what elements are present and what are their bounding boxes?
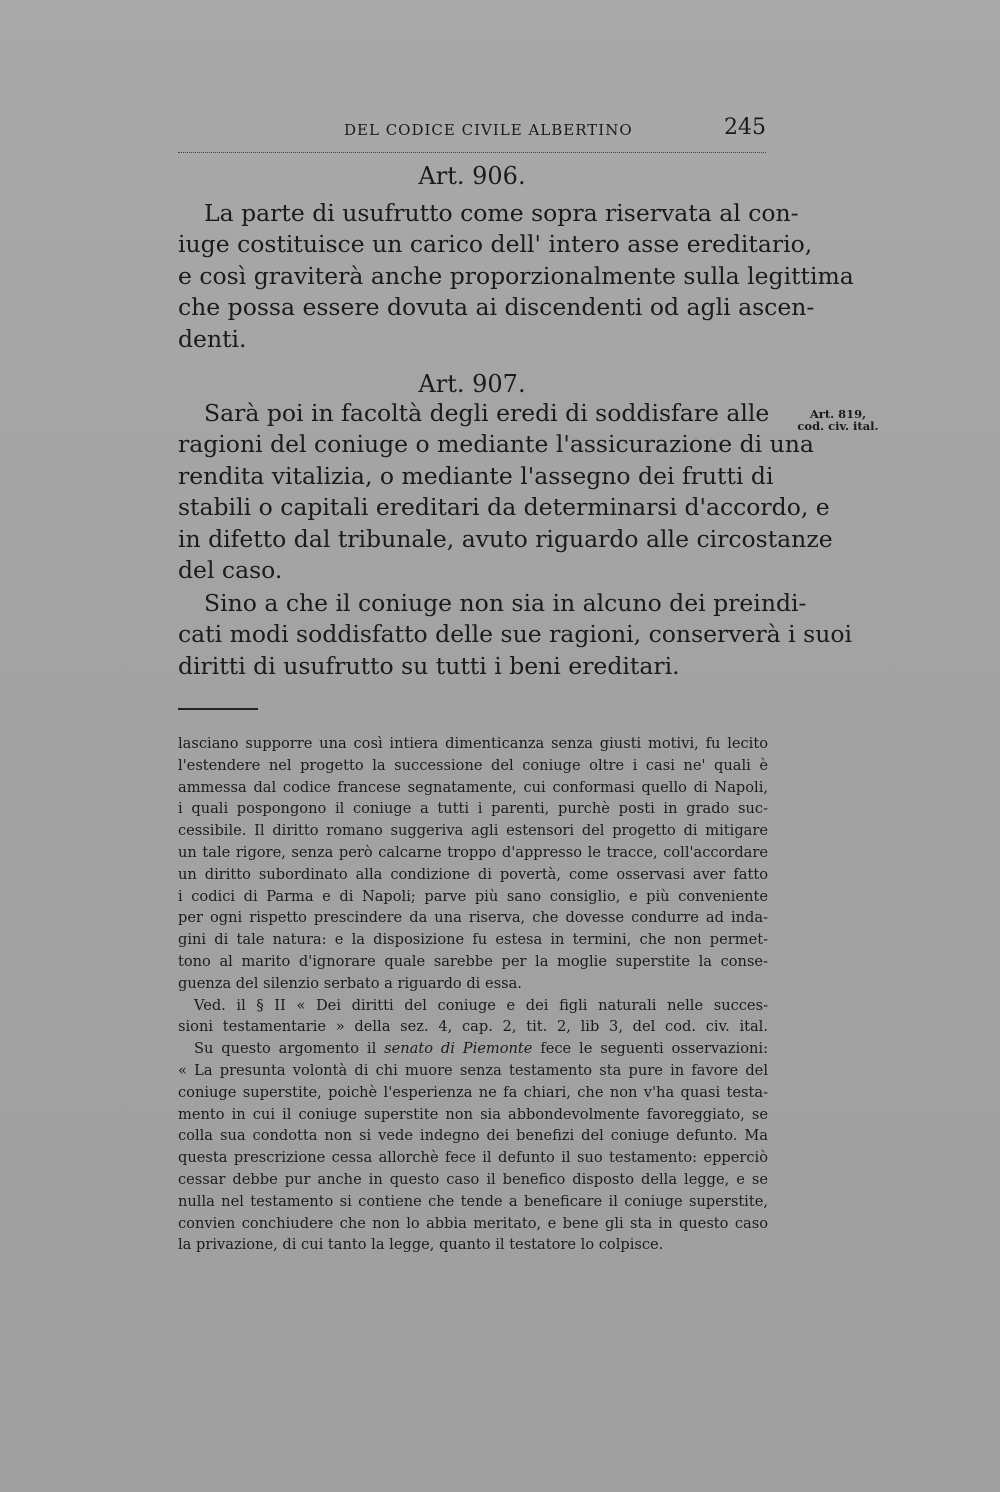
footnote-line: sioni testamentarie » della sez. 4, cap. 2, tit. 2, lib 3, del cod. civ. ital. <box>178 1018 768 1036</box>
footnote-quote-line: mento in cui il coniuge superstite non sia abbondevolmente favoreggiato, se <box>178 1105 768 1123</box>
text-line: ragioni del coniuge o mediante l'assicurazione di una <box>178 430 814 459</box>
margin-note-line: cod. civ. ital. <box>797 419 879 433</box>
text-line: del caso. <box>178 556 283 585</box>
footnote-line-senato <box>178 1038 768 1060</box>
text-line: in difetto dal tribunale, avuto riguardo alle circostanze <box>178 524 833 553</box>
margin-note <box>788 408 888 432</box>
footnote-line: lasciano supporre una così intiera dimenticanza senza giusti motivi, fu lecito <box>178 735 768 752</box>
footnote-quote-line: colla sua condotta non si vede indegno dei benefizi del coniuge defunto. Ma <box>178 1127 768 1145</box>
text-line: iuge costituisce un carico dell' intero asse ereditario, <box>178 230 813 259</box>
article-907-paragraph-1 <box>178 398 833 586</box>
footnote-quote-line: cessar debbe pur anche in questo caso il benefico disposto della legge, e se <box>178 1170 768 1188</box>
footnote-quote-line: la privazione, di cui tanto la legge, quanto il testatore lo colpisce. <box>178 1236 664 1254</box>
footnote-line: ammessa dal codice francese segnatamente, cui conformasi quello di Napoli, <box>178 778 768 796</box>
text-line: cati modi soddisfatto delle sue ragioni, conserverà i suoi <box>178 620 853 649</box>
article-906-heading: Art. 906. <box>418 162 526 190</box>
text-line: stabili o capitali ereditari da determinarsi d'accordo, e <box>178 493 830 522</box>
footnote-line: guenza del silenzio serbato a riguardo di essa. <box>178 974 522 992</box>
footnote <box>178 733 768 1256</box>
footnote-line: un diritto subordinato alla condizione di povertà, come osservasi aver fatto <box>178 865 768 883</box>
footnote-quote-line: convien conchiudere che non lo abbia meritato, e bene gli sta in questo caso <box>178 1214 768 1232</box>
page-number: 245 <box>724 115 766 140</box>
footnote-quote-line: questa prescrizione cessa allorchè fece il defunto il suo testamento: epperciò <box>178 1149 768 1167</box>
article-907-paragraph-2 <box>178 588 853 682</box>
page-header <box>178 112 766 153</box>
text-line: Sarà poi in facoltà degli eredi di soddisfare alle <box>204 399 770 427</box>
footnote-line: Ved. il § II « Dei diritti del coniuge e dei figli naturali nelle succes- <box>194 996 768 1014</box>
text-line: denti. <box>178 324 247 353</box>
text-line: e così graviterà anche proporzionalmente sulla legittima <box>178 261 854 290</box>
text-line: Sino a che il coniuge non sia in alcuno dei preindi- <box>204 589 807 617</box>
article-907-heading: Art. 907. <box>418 370 526 398</box>
text-line: La parte di usufrutto come sopra riservata al con- <box>204 199 799 227</box>
running-title: DEL CODICE CIVILE ALBERTINO <box>344 121 633 139</box>
footnote-line: tono al marito d'ignorare quale sarebbe per la moglie superstite la conse- <box>178 952 768 970</box>
senato-italic: senato di Piemonte <box>384 1040 533 1058</box>
footnote-line: cessibile. Il diritto romano suggeriva agli estensori del progetto di mitigare <box>178 822 768 840</box>
text-line: rendita vitalizia, o mediante l'assegno dei frutti di <box>178 461 774 490</box>
footnote-quote-line: nulla nel testamento si contiene che tende a beneficare il coniuge superstite, <box>178 1192 768 1210</box>
senato-after: fece le seguenti osservazioni: <box>532 1040 769 1058</box>
footnote-quote-line: coniuge superstite, poichè l'esperienza ne fa chiari, che non v'ha quasi testa- <box>178 1083 768 1101</box>
text-line: che possa essere dovuta ai discendenti od agli ascen- <box>178 293 815 322</box>
footnote-line: per ogni rispetto prescindere da una riserva, che dovesse condurre ad inda- <box>178 909 768 927</box>
footnote-quote-line: « La presunta volontà di chi muore senza testamento sta pure in favore del <box>178 1061 768 1079</box>
footnote-line: un tale rigore, senza però calcarne troppo d'appresso le tracce, coll'accordare <box>178 843 768 861</box>
text-line: diritti di usufrutto su tutti i beni ereditari. <box>178 651 680 680</box>
footnote-line: l'estendere nel progetto la successione del coniuge oltre i casi ne' quali è <box>178 756 768 774</box>
margin-note-line: Art. 819, <box>809 407 867 421</box>
senato-before: Su questo argomento il <box>194 1040 385 1058</box>
footnote-line: i codici di Parma e di Napoli; parve più sano consiglio, e più conveniente <box>178 887 768 905</box>
article-906-paragraph <box>178 198 854 355</box>
footnote-line: gini di tale natura: e la disposizione fu estesa in termini, che non permet- <box>178 931 768 949</box>
footnote-line: i quali pospongono il coniuge a tutti i parenti, purchè posti in grado suc- <box>178 800 768 818</box>
footnote-rule <box>178 708 258 710</box>
